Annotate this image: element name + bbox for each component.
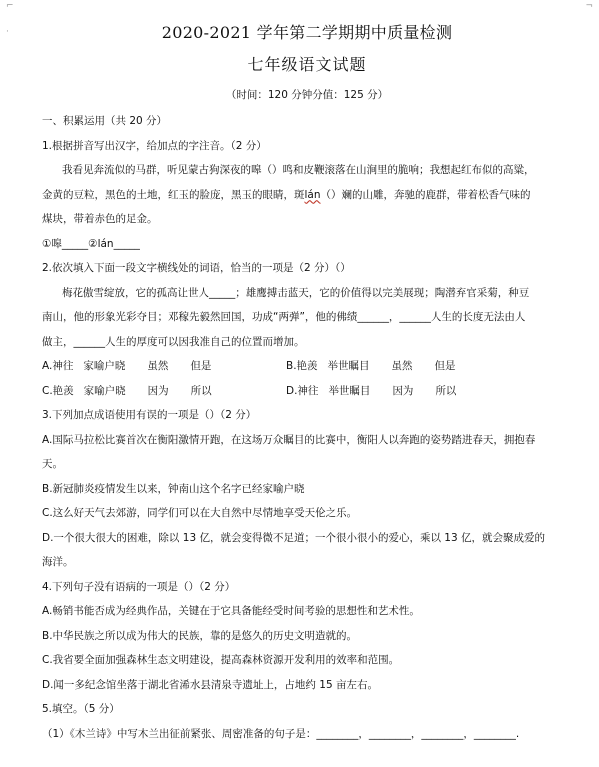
q1-pinyin-lan: lán bbox=[304, 188, 321, 201]
q1-para-line-2 bbox=[42, 183, 567, 208]
q4-option-b: B.中华民族之所以成为伟大的民族，靠的是悠久的历史文明造就的。 bbox=[42, 629, 358, 642]
q1-para-line-3: 煤块，带着赤色的足金。 bbox=[42, 213, 158, 225]
q2-option-a-label: A.神往 bbox=[42, 360, 74, 372]
q3-option-a-line-1: A.国际马拉松比赛首次在衡阳激情开跑，在这场万众瞩目的比赛中，衡阳人以奔跑的姿势踏进春天，拥抱春 bbox=[42, 433, 536, 446]
q1-stem: 1.根据拼音写出汉字，给加点的字注音。（2 分） bbox=[42, 139, 267, 152]
q2-options-row-1 bbox=[42, 354, 567, 379]
exam-body bbox=[42, 109, 567, 746]
exam-subtitle: 七年级语文试题 bbox=[247, 55, 367, 74]
q3-option-d-line-1: D.一个很大很大的困难，除以 13 亿，就会变得微不足道；一个很小很小的爱心，乘以 13 亿，就会聚成爱的 bbox=[42, 531, 545, 544]
q3-option-a-line-2: 天。 bbox=[42, 458, 63, 470]
q2-option-d bbox=[286, 379, 506, 404]
q2-option-c-word: 因为 bbox=[147, 384, 169, 397]
q2-option-c-word: 家喻户晓 bbox=[83, 384, 126, 397]
q2-para-line-2: 南山，他的形象光彩夺目；邓稼先毅然回国，功成“两弹”，他的佛绩______，______人生的长度无法由人 bbox=[42, 311, 526, 323]
q2-para-line-3: 做主，______人生的厚度可以因我准自己的位置而增加。 bbox=[42, 335, 305, 348]
q2-option-b bbox=[286, 354, 506, 379]
q3-option-c: C.这么好天气去郊游，同学们可以在大自然中尽情地享受天伦之乐。 bbox=[42, 507, 358, 519]
section-heading: 一、积累运用（共 20 分） bbox=[42, 115, 168, 127]
q2-option-a bbox=[42, 354, 262, 379]
q1-para-line-2b: （）斓的山雕，奔驰的鹿群，带着松香气味的 bbox=[320, 188, 531, 201]
q1-para-line-1: 我看见奔流似的马群，听见蒙古狗深夜的嗥（）鸣和皮鞭滚落在山涧里的脆响；我想起红布似的高粱， bbox=[62, 164, 535, 176]
q4-option-c: C.我省要全面加强森林生态文明建设，提高森林资源开发利用的效率和范围。 bbox=[42, 654, 400, 666]
exam-meta: （时间：120 分钟分值：125 分） bbox=[225, 89, 389, 101]
corner-mark-mid-left: · bbox=[6, 27, 9, 37]
q5-item-1: （1）《木兰诗》中写木兰出征前紧张、周密准备的句子是：________，________，________，________. bbox=[42, 727, 520, 740]
q3-stem: 3.下列加点成语使用有误的一项是（）（2 分） bbox=[42, 409, 257, 421]
q2-option-d-word: 举世瞩目 bbox=[328, 384, 371, 397]
q3-option-b: B.新冠肺炎疫情发生以来，钟南山这个名字已经家喻户晓 bbox=[42, 482, 305, 495]
q4-stem: 4.下列句子没有语病的一项是（）（2 分） bbox=[42, 580, 236, 593]
q1-blanks: ①嗥_____②lán_____ bbox=[42, 237, 140, 250]
q2-options-row-2 bbox=[42, 379, 567, 404]
q3-option-d-line-2: 海洋。 bbox=[42, 556, 74, 568]
q2-option-b-label: B.艳羡 bbox=[286, 360, 318, 372]
q2-option-b-word: 虽然 bbox=[391, 360, 413, 372]
corner-mark-top-left: ⌐ bbox=[6, 1, 14, 11]
q1-para-line-2a: 金黄的豆粒，黑色的土地，红玉的脸庞，黑玉的眼睛，斑 bbox=[42, 188, 305, 201]
q2-option-d-label: D.神往 bbox=[286, 384, 319, 397]
q4-option-a: A.畅销书能否成为经典作品，关键在于它具备能经受时间考验的思想性和艺术性。 bbox=[42, 605, 420, 617]
q2-option-b-word: 举世瞩目 bbox=[327, 360, 370, 372]
q2-option-a-word: 虽然 bbox=[147, 360, 169, 372]
q2-option-c-word: 所以 bbox=[190, 384, 212, 397]
q4-option-d: D.闻一多纪念馆坐落于湖北省浠水县清泉寺遗址上，占地约 15 亩左右。 bbox=[42, 678, 378, 691]
q2-option-d-word: 所以 bbox=[435, 384, 457, 397]
corner-mark-top-right: ¬ bbox=[585, 1, 593, 11]
q2-option-c-label: C.艳羡 bbox=[42, 384, 74, 397]
q5-stem: 5.填空。（5 分） bbox=[42, 703, 120, 715]
q2-option-d-word: 因为 bbox=[392, 384, 414, 397]
exam-title: 2020-2021 学年第二学期期中质量检测 bbox=[161, 23, 453, 42]
q2-stem: 2.依次填入下面一段文字横线处的词语，恰当的一项是（2 分）（） bbox=[42, 262, 351, 274]
q2-option-a-word: 家喻户晓 bbox=[83, 360, 126, 372]
q2-option-b-word: 但是 bbox=[434, 360, 456, 372]
q2-option-a-word: 但是 bbox=[190, 360, 212, 372]
q2-para-line-1: 梅花傲雪绽放，它的孤高让世人_____；雄鹰搏击蓝天，它的价值得以完美展现；陶潜弃官采菊，种豆 bbox=[62, 286, 530, 299]
q2-option-c bbox=[42, 379, 262, 404]
